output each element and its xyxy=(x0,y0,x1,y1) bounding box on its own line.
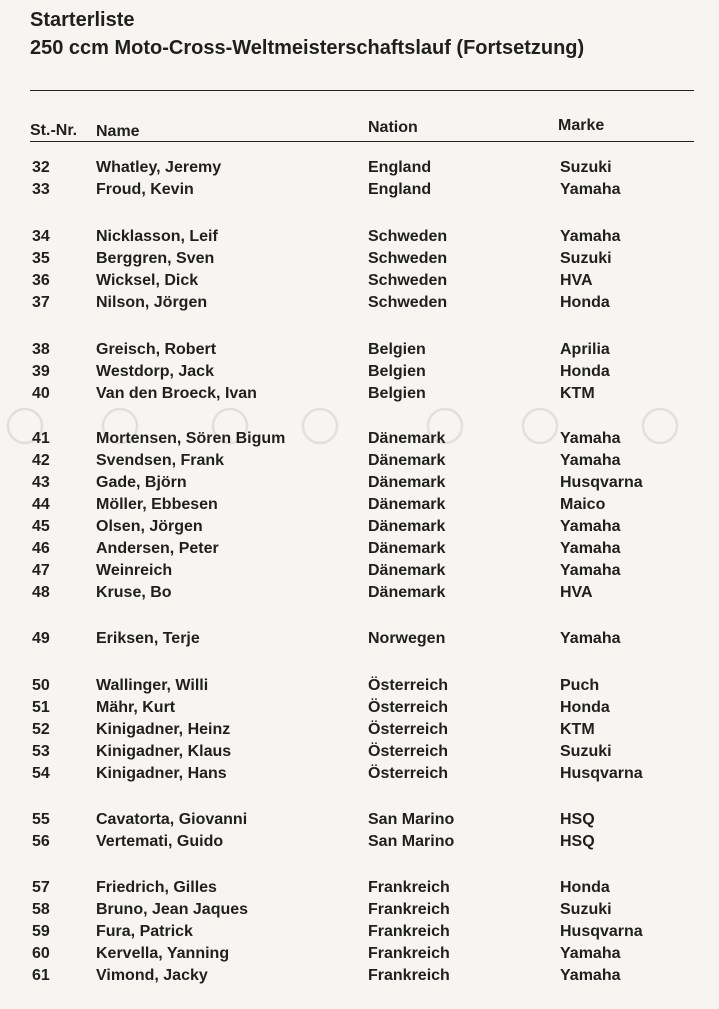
start-number: 47 xyxy=(32,562,50,579)
start-number: 54 xyxy=(32,765,50,782)
brand: Maico xyxy=(560,496,606,513)
start-number: 50 xyxy=(32,677,50,694)
start-number: 45 xyxy=(32,518,50,535)
nation: Dänemark xyxy=(368,518,446,535)
table-row xyxy=(0,832,719,854)
start-number: 46 xyxy=(32,540,50,557)
start-number: 33 xyxy=(32,181,50,198)
header-nr: St.-Nr. xyxy=(30,122,78,139)
brand: Yamaha xyxy=(560,181,621,198)
brand: Suzuki xyxy=(560,743,612,760)
start-number: 60 xyxy=(32,945,50,962)
start-number: 58 xyxy=(32,901,50,918)
brand: Yamaha xyxy=(560,967,621,984)
start-number: 61 xyxy=(32,967,50,984)
rider-name: Westdorp, Jack xyxy=(96,363,214,380)
rider-name: Vimond, Jacky xyxy=(96,967,208,984)
start-number: 37 xyxy=(32,294,50,311)
rider-name: Friedrich, Gilles xyxy=(96,879,217,896)
brand: Husqvarna xyxy=(560,474,643,491)
rider-name: Van den Broeck, Ivan xyxy=(96,385,257,402)
table-row xyxy=(0,539,719,561)
table-row xyxy=(0,384,719,406)
rider-name: Svendsen, Frank xyxy=(96,452,225,469)
brand: Puch xyxy=(560,677,600,694)
nation: Dänemark xyxy=(368,584,446,601)
nation: Österreich xyxy=(368,743,449,760)
table-row xyxy=(0,742,719,764)
nation: Österreich xyxy=(368,677,449,694)
rider-name: Froud, Kevin xyxy=(96,181,194,198)
start-number: 52 xyxy=(32,721,50,738)
table-row xyxy=(0,720,719,742)
nation: San Marino xyxy=(368,811,455,828)
brand: Suzuki xyxy=(560,250,612,267)
start-number: 42 xyxy=(32,452,50,469)
nation: Dänemark xyxy=(368,562,446,579)
table-row xyxy=(0,764,719,786)
start-number: 43 xyxy=(32,474,50,491)
start-number: 40 xyxy=(32,385,50,402)
brand: Honda xyxy=(560,363,610,380)
brand: HVA xyxy=(560,272,593,289)
brand: Yamaha xyxy=(560,518,621,535)
nation: Norwegen xyxy=(368,630,446,647)
rider-name: Mähr, Kurt xyxy=(96,699,176,716)
brand: Yamaha xyxy=(560,228,621,245)
rider-name: Kruse, Bo xyxy=(96,584,172,601)
table-row xyxy=(0,878,719,900)
table-row xyxy=(0,561,719,583)
brand: Honda xyxy=(560,294,610,311)
start-number: 57 xyxy=(32,879,50,896)
table-row xyxy=(0,698,719,720)
nation: Dänemark xyxy=(368,496,446,513)
table-row xyxy=(0,473,719,495)
brand: Honda xyxy=(560,879,610,896)
brand: Husqvarna xyxy=(560,923,643,940)
brand: Aprilia xyxy=(560,341,610,358)
start-number: 44 xyxy=(32,496,50,513)
rider-name: Nilson, Jörgen xyxy=(96,294,208,311)
nation: Belgien xyxy=(368,363,426,380)
nation: Dänemark xyxy=(368,540,446,557)
header-divider xyxy=(30,141,694,142)
start-number: 41 xyxy=(32,430,50,447)
rider-name: Cavatorta, Giovanni xyxy=(96,811,248,828)
table-row xyxy=(0,495,719,517)
rider-name: Eriksen, Terje xyxy=(96,630,200,647)
start-number: 36 xyxy=(32,272,50,289)
table-row xyxy=(0,180,719,202)
brand: HSQ xyxy=(560,833,595,850)
rider-name: Bruno, Jean Jaques xyxy=(96,901,249,918)
rider-name: Andersen, Peter xyxy=(96,540,219,557)
start-number: 59 xyxy=(32,923,50,940)
nation: Österreich xyxy=(368,721,449,738)
start-number: 55 xyxy=(32,811,50,828)
nation: Frankreich xyxy=(368,879,450,896)
header-name: Name xyxy=(96,123,140,140)
rider-name: Weinreich xyxy=(96,562,173,579)
nation: Frankreich xyxy=(368,945,450,962)
start-number: 51 xyxy=(32,699,50,716)
table-row xyxy=(0,158,719,180)
page-title: Starterliste xyxy=(30,9,135,31)
brand: Yamaha xyxy=(560,562,621,579)
table-row xyxy=(0,922,719,944)
start-number: 32 xyxy=(32,159,50,176)
table-row xyxy=(0,966,719,988)
nation: San Marino xyxy=(368,833,455,850)
page-subtitle: 250 ccm Moto-Cross-Weltmeisterschaftslauf (Fortsetzung) xyxy=(30,37,585,59)
table-row xyxy=(0,429,719,451)
nation: England xyxy=(368,181,432,198)
rider-name: Berggren, Sven xyxy=(96,250,215,267)
table-row xyxy=(0,629,719,651)
brand: Suzuki xyxy=(560,901,612,918)
rider-name: Olsen, Jörgen xyxy=(96,518,203,535)
nation: Schweden xyxy=(368,250,448,267)
start-number: 39 xyxy=(32,363,50,380)
rider-name: Möller, Ebbesen xyxy=(96,496,218,513)
rider-name: Kinigadner, Klaus xyxy=(96,743,232,760)
table-row xyxy=(0,451,719,473)
nation: Frankreich xyxy=(368,967,450,984)
table-row xyxy=(0,340,719,362)
rider-name: Kinigadner, Hans xyxy=(96,765,227,782)
brand: HVA xyxy=(560,584,593,601)
brand: Yamaha xyxy=(560,430,621,447)
table-row xyxy=(0,293,719,315)
nation: Dänemark xyxy=(368,430,446,447)
start-number: 53 xyxy=(32,743,50,760)
nation: Dänemark xyxy=(368,452,446,469)
header-marke: Marke xyxy=(558,117,605,134)
brand: Husqvarna xyxy=(560,765,643,782)
nation: Schweden xyxy=(368,294,448,311)
rider-name: Kinigadner, Heinz xyxy=(96,721,231,738)
start-number: 56 xyxy=(32,833,50,850)
rider-name: Fura, Patrick xyxy=(96,923,193,940)
rider-name: Gade, Björn xyxy=(96,474,187,491)
table-row xyxy=(0,271,719,293)
brand: Yamaha xyxy=(560,540,621,557)
brand: Yamaha xyxy=(560,630,621,647)
top-divider xyxy=(30,90,694,91)
brand: Yamaha xyxy=(560,945,621,962)
start-number: 35 xyxy=(32,250,50,267)
table-row xyxy=(0,676,719,698)
nation: Frankreich xyxy=(368,923,450,940)
brand: KTM xyxy=(560,385,595,402)
brand: Yamaha xyxy=(560,452,621,469)
start-number: 49 xyxy=(32,630,50,647)
nation: Schweden xyxy=(368,228,448,245)
table-row xyxy=(0,810,719,832)
rider-name: Kervella, Yanning xyxy=(96,945,230,962)
rider-name: Wallinger, Willi xyxy=(96,677,209,694)
nation: Belgien xyxy=(368,385,426,402)
table-row xyxy=(0,583,719,605)
table-row xyxy=(0,249,719,271)
start-number: 48 xyxy=(32,584,50,601)
brand: KTM xyxy=(560,721,595,738)
nation: Österreich xyxy=(368,765,449,782)
rider-name: Whatley, Jeremy xyxy=(96,159,222,176)
table-row xyxy=(0,362,719,384)
start-number: 38 xyxy=(32,341,50,358)
rider-name: Greisch, Robert xyxy=(96,341,217,358)
header-nation: Nation xyxy=(368,119,418,136)
brand: Honda xyxy=(560,699,610,716)
nation: Schweden xyxy=(368,272,448,289)
nation: England xyxy=(368,159,432,176)
rider-name: Mortensen, Sören Bigum xyxy=(96,430,286,447)
nation: Dänemark xyxy=(368,474,446,491)
brand: Suzuki xyxy=(560,159,612,176)
table-row xyxy=(0,944,719,966)
nation: Österreich xyxy=(368,699,449,716)
rider-name: Wicksel, Dick xyxy=(96,272,199,289)
brand: HSQ xyxy=(560,811,595,828)
table-row xyxy=(0,517,719,539)
nation: Belgien xyxy=(368,341,426,358)
rider-name: Vertemati, Guido xyxy=(96,833,224,850)
start-number: 34 xyxy=(32,228,50,245)
table-row xyxy=(0,900,719,922)
rider-name: Nicklasson, Leif xyxy=(96,228,218,245)
table-row xyxy=(0,227,719,249)
nation: Frankreich xyxy=(368,901,450,918)
